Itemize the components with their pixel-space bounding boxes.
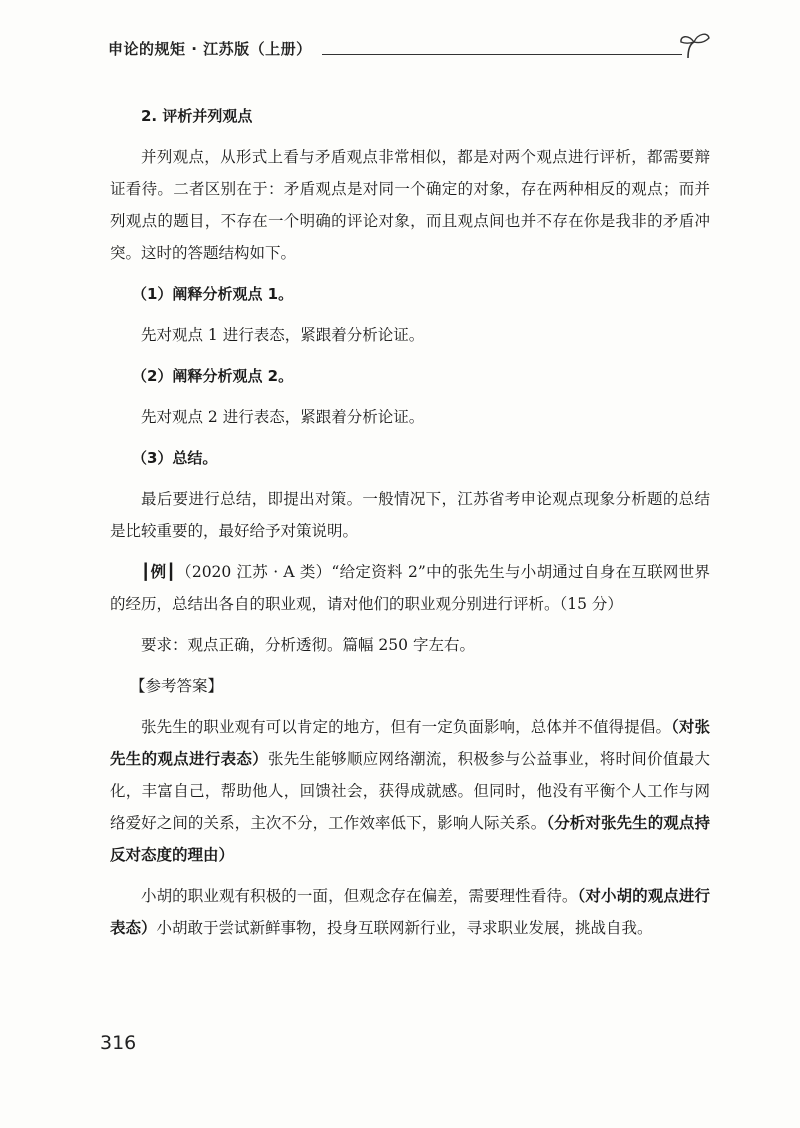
- header-rule: [322, 54, 682, 55]
- example-question: （2020 江苏 · A 类）“给定资料 2”中的张先生与小胡通过自身在互联网世界的经历，总结出各自的职业观，请对他们的职业观分别进行评析。（15 分）: [110, 563, 710, 613]
- answer-2-note-a: （对小胡的观点进行表态）: [110, 887, 710, 937]
- main-content: [110, 100, 710, 944]
- section-heading: 2. 评析并列观点: [141, 107, 253, 125]
- page-number: 316: [100, 1032, 137, 1054]
- answer-1-note-a: （对张先生的观点进行表态）: [110, 718, 710, 768]
- step-2-body: 先对观点 2 进行表态，紧跟着分析论证。: [141, 408, 425, 426]
- example-question-block: [110, 556, 710, 620]
- step-3-title: （3）总结。: [132, 449, 218, 467]
- example-requirement: 要求：观点正确，分析透彻。篇幅 250 字左右。: [141, 636, 475, 654]
- answer-1-text-a: 张先生的职业观有可以肯定的地方，但有一定负面影响，总体并不值得提倡。: [141, 718, 672, 736]
- answer-2-text-b: 小胡敢于尝试新鲜事物，投身互联网新行业，寻求职业发展，挑战自我。: [156, 919, 653, 937]
- section-intro: 并列观点，从形式上看与矛盾观点非常相似，都是对两个观点进行评析，都需要辩证看待。二者区别在于：矛盾观点是对同一个确定的对象，存在两种相反的观点；而并列观点的题目，不存在一个明确的评论对象，而且观点间也并不存在你是我非的矛盾冲突。这时的答题结构如下。: [110, 148, 710, 262]
- answer-2-text-a: 小胡的职业观有积极的一面，但观念存在偏差，需要理性看待。: [141, 887, 578, 905]
- step-1-title: （1）阐释分析观点 1。: [132, 285, 294, 303]
- step-3-body: 最后要进行总结，即提出对策。一般情况下，江苏省考申论观点现象分析题的总结是比较重要的，最好给予对策说明。: [110, 490, 710, 540]
- running-header: [0, 30, 800, 70]
- step-2-title: （2）阐释分析观点 2。: [132, 367, 294, 385]
- sprout-icon: [678, 30, 712, 60]
- answer-1-text-b: 张先生能够顺应网络潮流，积极参与公益事业，将时间价值最大化，丰富自己，帮助他人，回馈社会，获得成就感。但同时，他没有平衡个人工作与网络爱好之间的关系，主次不分，工作效率低下，影响人际关系。: [110, 750, 710, 832]
- answer-paragraph-1: [110, 711, 710, 871]
- example-mark: ┃例┃: [141, 563, 176, 581]
- header-title: 申论的规矩 · 江苏版（上册）: [108, 40, 312, 58]
- answer-label: 【参考答案】: [130, 677, 224, 695]
- answer-1-note-b: （分析对张先生的观点持反对态度的理由）: [110, 814, 710, 864]
- step-1-body: 先对观点 1 进行表态，紧跟着分析论证。: [141, 326, 425, 344]
- answer-paragraph-2: [110, 880, 710, 944]
